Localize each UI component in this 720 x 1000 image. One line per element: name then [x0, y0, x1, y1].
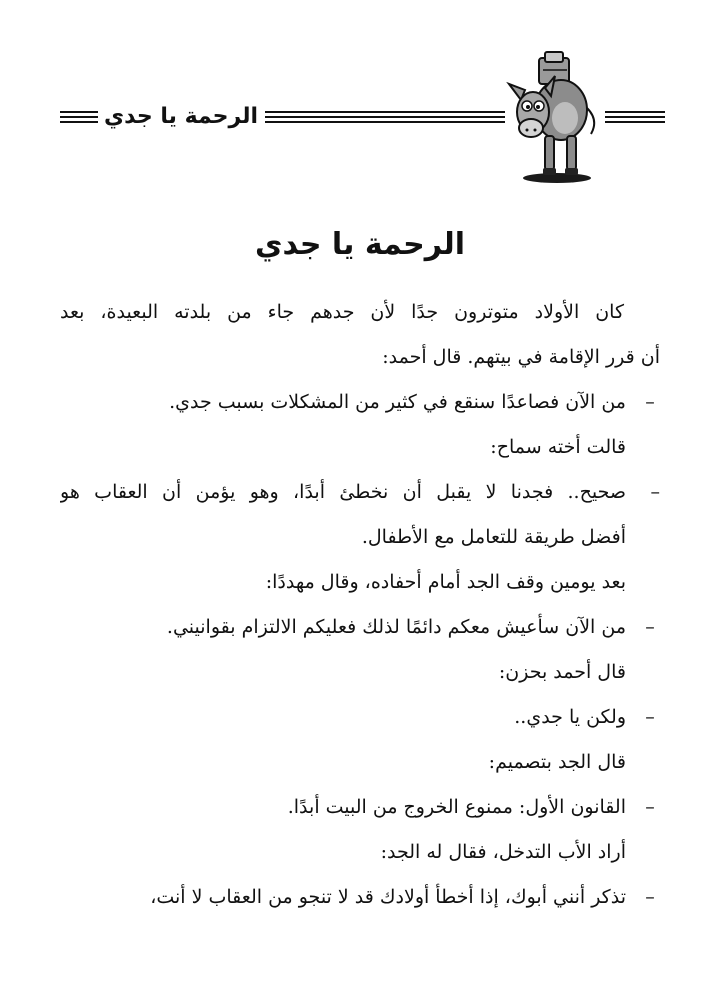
header-ornament-left: [60, 111, 98, 123]
dialogue-dash: –: [645, 886, 655, 908]
dialogue-text: تذكر أنني أبوك، إذا أخطأ أولادك قد لا تنجو من العقاب لا أنت،: [150, 886, 626, 908]
narration-line: بعد يومين وقف الجد أمام أحفاده، وقال مهددًا:: [265, 571, 626, 593]
dialogue-line: [60, 470, 660, 515]
narration-line: قالت أخته سماح:: [490, 436, 626, 458]
dialogue-text: من الآن فصاعدًا سنقع في كثير من المشكلات بسبب جدي.: [169, 391, 626, 413]
paragraph-line: كان الأولاد متوترون جدًا لأن جدهم جاء من بلدته البعيدة، بعد: [60, 301, 624, 323]
donkey-icon: [505, 48, 605, 188]
dialogue-line: [60, 380, 660, 425]
paragraph-line: أن قرر الإقامة في بيتهم. قال أحمد:: [382, 346, 660, 368]
narration-line: قال الجد بتصميم:: [488, 751, 626, 773]
narration-line: أراد الأب التدخل، فقال له الجد:: [380, 841, 626, 863]
dialogue-line: [60, 695, 660, 740]
dialogue-text: صحيح.. فجدنا لا يقبل أن نخطئ أبدًا، وهو يؤمن أن العقاب هو: [60, 481, 626, 503]
dialogue-text: القانون الأول: ممنوع الخروج من البيت أبدًا.: [287, 796, 626, 818]
chapter-title: الرحمة يا جدي: [255, 227, 465, 262]
narration-line: قال أحمد بحزن:: [498, 661, 626, 683]
dialogue-line: [60, 785, 660, 830]
header-ornament-right: [265, 111, 665, 123]
dialogue-text: من الآن سأعيش معكم دائمًا لذلك فعليكم الالتزام بقوانيني.: [166, 616, 626, 638]
dialogue-text: ولكن يا جدي..: [514, 706, 626, 728]
dialogue-dash: –: [645, 796, 655, 818]
dialogue-continuation: أفضل طريقة للتعامل مع الأطفال.: [361, 526, 626, 548]
story-body: [60, 290, 660, 920]
dialogue-dash: –: [645, 391, 655, 413]
dialogue-dash: –: [645, 706, 655, 728]
dialogue-line: [60, 875, 660, 920]
donkey-mascot-illustration: [505, 48, 605, 188]
dialogue-line: [60, 605, 660, 650]
running-header-title: الرحمة يا جدي: [104, 104, 258, 129]
dialogue-dash: –: [645, 616, 655, 638]
dialogue-dash: –: [650, 481, 660, 503]
